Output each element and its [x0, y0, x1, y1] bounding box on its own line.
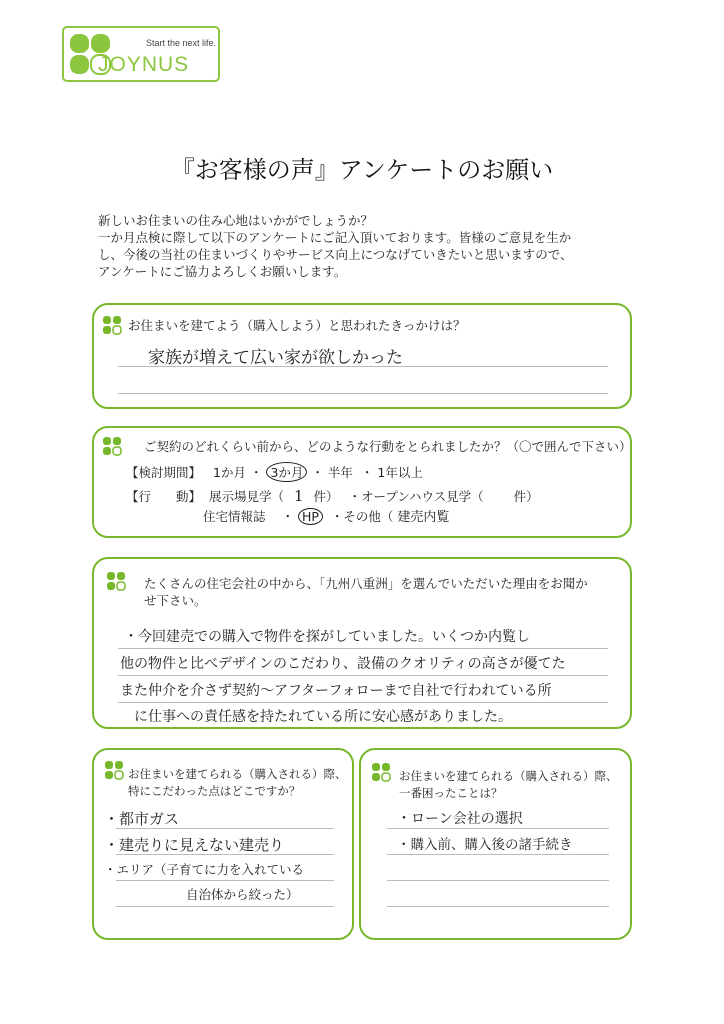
answer-4-line-3: ・エリア（子育てに力を入れている — [104, 862, 305, 877]
question-box-1 — [92, 303, 632, 409]
page-title: 『お客様の声』アンケートのお願い — [170, 156, 554, 184]
answer-line — [116, 854, 334, 855]
action-row-1 — [126, 487, 539, 505]
clover-bullet-icon — [371, 762, 391, 782]
period-option-3: 半年 — [327, 465, 353, 480]
answer-3-line-3: また仲介を介さず契約〜アフターフォローまで自社で行われている所 — [120, 683, 552, 699]
question-3-text: たくさんの住宅会社の中から、「九州八重洲」を選んでいただいた理由をお聞か せ下さい。 — [144, 576, 588, 608]
answer-line — [387, 828, 609, 829]
answer-line — [118, 393, 608, 394]
model-house-unit: 件） — [313, 489, 339, 504]
other-option: ・その他（ — [330, 509, 394, 524]
logo-brand: JOYNUS — [98, 53, 190, 76]
period-option-4: 1年以上 — [377, 465, 423, 480]
intro-text: 新しいお住まいの住み心地はいかがでしょうか？ 一か月点検に際して以下のアンケートにご記入頂いております。皆様のご意見を生か し、今後の当社の住まいづくりやサービス向上につなげていきたいと思いますので、 アンケートにご協力よろしくお願いします。 — [98, 213, 573, 279]
answer-line — [116, 880, 334, 881]
answer-line — [387, 906, 609, 907]
answer-5-line-2: ・購入前、購入後の諸手続き — [397, 837, 573, 853]
answer-line — [118, 648, 608, 649]
answer-3-line-2: 他の物件と比べデザインのこだわり、設備のクオリティの高さが優てた — [120, 656, 566, 672]
clover-bullet-icon — [104, 760, 124, 780]
answer-line — [118, 675, 608, 676]
company-logo — [62, 26, 220, 82]
answer-line — [116, 906, 334, 907]
question-1-text: お住まいを建てよう（購入しよう）と思われたきっかけは？ — [128, 318, 466, 333]
period-option-2-circled: 3か月 — [266, 462, 307, 482]
open-house-unit: 件） — [513, 489, 539, 504]
logo-tagline: Start the next life. — [146, 38, 217, 48]
separator: ・ — [281, 509, 295, 524]
other-answer: 建売内覧 — [397, 510, 450, 525]
separator: ・ — [249, 465, 263, 480]
answer-5-line-1: ・ローン会社の選択 — [397, 811, 523, 827]
answer-line — [118, 702, 608, 703]
clover-bullet-icon — [106, 571, 126, 591]
answer-3-line-4: に仕事への責任感を持たれている所に安心感がありました。 — [134, 709, 512, 725]
question-box-3 — [92, 557, 632, 729]
answer-1-text: 家族が増えて広い家が欲しかった — [148, 348, 403, 368]
answer-line — [387, 880, 609, 881]
answer-4-line-4: 自治体から絞った） — [186, 887, 299, 902]
question-box-4 — [92, 748, 354, 940]
answer-line — [116, 828, 334, 829]
answer-line — [118, 366, 608, 367]
period-row — [126, 462, 423, 482]
hp-option-circled: HP — [298, 508, 323, 525]
period-label: 【検討期間】 — [126, 465, 202, 480]
clover-bullet-icon — [102, 315, 122, 335]
answer-4-line-1: ・都市ガス — [104, 810, 180, 828]
question-box-5 — [359, 748, 632, 940]
magazine-option: 住宅情報誌 — [203, 509, 266, 524]
action-row-2 — [203, 506, 449, 525]
clover-bullet-icon — [102, 436, 122, 456]
model-house-option: 展示場見学（ — [209, 489, 285, 504]
question-box-2 — [92, 426, 632, 538]
period-option-1: 1か月 — [213, 465, 246, 480]
answer-4-line-2: ・建売りに見えない建売り — [104, 836, 285, 854]
action-label: 【行 動】 — [126, 489, 202, 504]
question-5-text: お住まいを建てられる（購入される）際、 一番困ったことは？ — [399, 769, 618, 800]
separator: ・ — [311, 465, 324, 480]
answer-line — [387, 854, 609, 855]
question-2-text: ご契約のどれくらい前から、どのような行動をとられましたか？（〇で囲んで下さい） — [144, 439, 632, 454]
open-house-option: ・オープンハウス見学（ — [348, 489, 484, 504]
answer-3-line-1: ・今回建売での購入で物件を探がしていました。いくつか内覧し — [124, 629, 530, 645]
question-4-text: お住まいを建てられる（購入される）際、 特にこだわった点はどこですか？ — [128, 767, 347, 798]
model-house-count: 1 — [294, 487, 304, 505]
separator: ・ — [360, 465, 374, 480]
